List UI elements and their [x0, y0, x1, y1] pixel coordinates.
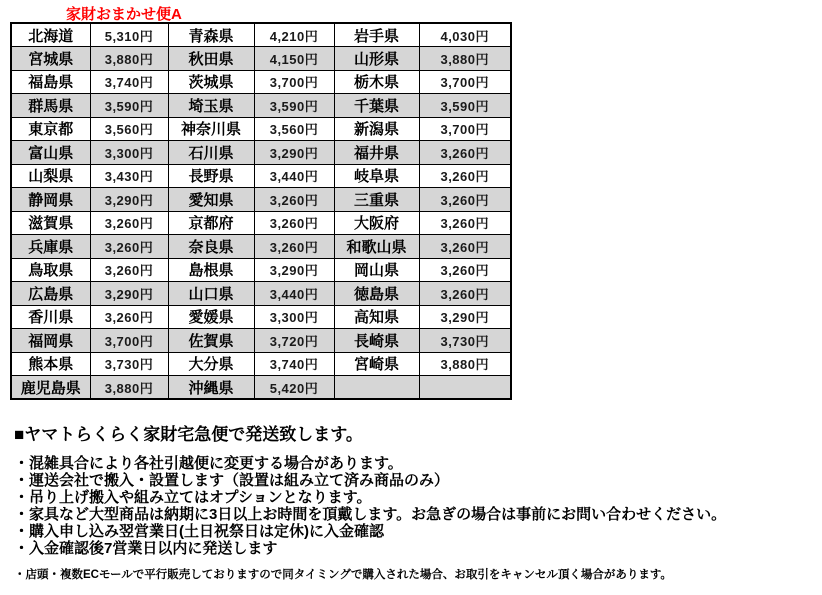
prefecture-cell: 福井県 — [334, 141, 419, 165]
price-cell: 3,260円 — [254, 188, 334, 212]
price-cell: 3,300円 — [90, 141, 168, 165]
price-cell: 3,260円 — [90, 235, 168, 259]
price-cell: 3,440円 — [254, 282, 334, 306]
prefecture-cell: 栃木県 — [334, 70, 419, 94]
price-cell: 3,700円 — [90, 329, 168, 353]
prefecture-cell: 山形県 — [334, 47, 419, 71]
prefecture-cell: 徳島県 — [334, 282, 419, 306]
price-cell: 3,740円 — [254, 352, 334, 376]
table-row — [11, 282, 511, 306]
prefecture-cell: 富山県 — [11, 141, 90, 165]
price-cell: 3,560円 — [254, 117, 334, 141]
price-cell: 3,260円 — [90, 305, 168, 329]
price-cell: 3,260円 — [90, 211, 168, 235]
table-row — [11, 235, 511, 259]
table-row — [11, 376, 511, 400]
table-row — [11, 70, 511, 94]
table-row — [11, 258, 511, 282]
price-cell: 3,730円 — [419, 329, 511, 353]
note-bullet: ・入金確認後7営業日以内に発送します — [14, 540, 278, 557]
prefecture-cell: 高知県 — [334, 305, 419, 329]
note-bullet: ・運送会社で搬入・設置します（設置は組み立て済み商品のみ） — [14, 472, 450, 489]
price-cell: 3,590円 — [254, 94, 334, 118]
table-row — [11, 117, 511, 141]
prefecture-cell: 新潟県 — [334, 117, 419, 141]
prefecture-cell: 鹿児島県 — [11, 376, 90, 400]
prefecture-cell: 静岡県 — [11, 188, 90, 212]
price-cell: 3,560円 — [90, 117, 168, 141]
price-cell: 3,430円 — [90, 164, 168, 188]
price-cell: 5,420円 — [254, 376, 334, 400]
price-cell: 3,720円 — [254, 329, 334, 353]
prefecture-cell: 熊本県 — [11, 352, 90, 376]
prefecture-cell: 秋田県 — [168, 47, 254, 71]
note-bullet: ・購入申し込み翌営業日(土日祝祭日は定休)に入金確認 — [14, 523, 384, 540]
prefecture-cell: 埼玉県 — [168, 94, 254, 118]
prefecture-cell: 鳥取県 — [11, 258, 90, 282]
shipping-rate-table-body — [11, 23, 511, 399]
price-cell: 3,260円 — [419, 211, 511, 235]
prefecture-cell: 島根県 — [168, 258, 254, 282]
notes-section — [14, 420, 814, 582]
prefecture-cell: 岩手県 — [334, 23, 419, 47]
notes-footnote: ・店頭・複数ECモールで平行販売しておりますので同タイミングで購入された場合、お取引をキャンセル頂く場合があります。 — [14, 569, 672, 581]
prefecture-cell: 福島県 — [11, 70, 90, 94]
prefecture-cell: 広島県 — [11, 282, 90, 306]
price-cell: 3,260円 — [419, 235, 511, 259]
prefecture-cell: 愛知県 — [168, 188, 254, 212]
prefecture-cell: 青森県 — [168, 23, 254, 47]
prefecture-cell: 滋賀県 — [11, 211, 90, 235]
price-cell: 3,880円 — [90, 376, 168, 400]
note-bullet: ・混雑具合により各社引越便に変更する場合があります。 — [14, 455, 403, 472]
note-bullet: ・吊り上げ搬入や組み立てはオプションとなります。 — [14, 489, 372, 506]
notes-bullets — [14, 455, 814, 557]
prefecture-cell: 大分県 — [168, 352, 254, 376]
price-cell: 3,440円 — [254, 164, 334, 188]
price-cell: 3,260円 — [254, 235, 334, 259]
price-cell: 3,290円 — [90, 188, 168, 212]
prefecture-cell: 茨城県 — [168, 70, 254, 94]
table-row — [11, 329, 511, 353]
price-cell: 3,300円 — [254, 305, 334, 329]
prefecture-cell: 群馬県 — [11, 94, 90, 118]
price-cell: 3,260円 — [90, 258, 168, 282]
table-row — [11, 47, 511, 71]
prefecture-cell: 大阪府 — [334, 211, 419, 235]
prefecture-cell: 山梨県 — [11, 164, 90, 188]
prefecture-cell: 沖縄県 — [168, 376, 254, 400]
prefecture-cell: 和歌山県 — [334, 235, 419, 259]
price-cell: 3,730円 — [90, 352, 168, 376]
prefecture-cell: 千葉県 — [334, 94, 419, 118]
prefecture-cell: 岡山県 — [334, 258, 419, 282]
price-cell: 3,260円 — [419, 258, 511, 282]
prefecture-cell: 北海道 — [11, 23, 90, 47]
price-cell: 4,150円 — [254, 47, 334, 71]
notes-heading: ■ヤマトらくらく家財宅急便で発送致します。 — [14, 425, 363, 444]
price-cell: 3,700円 — [419, 117, 511, 141]
prefecture-cell: 長野県 — [168, 164, 254, 188]
price-cell: 3,590円 — [419, 94, 511, 118]
table-row — [11, 352, 511, 376]
price-cell: 3,880円 — [419, 47, 511, 71]
prefecture-cell — [334, 376, 419, 400]
shipping-rate-table — [10, 22, 512, 400]
table-title: 家財おまかせ便A — [66, 6, 182, 23]
prefecture-cell: 奈良県 — [168, 235, 254, 259]
price-cell: 3,260円 — [419, 141, 511, 165]
prefecture-cell: 兵庫県 — [11, 235, 90, 259]
table-row — [11, 211, 511, 235]
price-cell: 3,700円 — [254, 70, 334, 94]
price-cell: 3,260円 — [419, 164, 511, 188]
table-row — [11, 141, 511, 165]
prefecture-cell: 石川県 — [168, 141, 254, 165]
price-cell: 3,740円 — [90, 70, 168, 94]
price-cell: 3,700円 — [419, 70, 511, 94]
prefecture-cell: 長崎県 — [334, 329, 419, 353]
prefecture-cell: 愛媛県 — [168, 305, 254, 329]
table-row — [11, 94, 511, 118]
table-row — [11, 305, 511, 329]
price-cell: 4,030円 — [419, 23, 511, 47]
price-cell — [419, 376, 511, 400]
price-cell: 3,880円 — [90, 47, 168, 71]
price-cell: 4,210円 — [254, 23, 334, 47]
prefecture-cell: 福岡県 — [11, 329, 90, 353]
prefecture-cell: 三重県 — [334, 188, 419, 212]
table-row — [11, 164, 511, 188]
price-cell: 3,290円 — [254, 258, 334, 282]
prefecture-cell: 東京都 — [11, 117, 90, 141]
note-bullet: ・家具など大型商品は納期に3日以上お時間を頂戴します。お急ぎの場合は事前にお問い合わせください。 — [14, 506, 727, 523]
prefecture-cell: 宮崎県 — [334, 352, 419, 376]
price-cell: 3,290円 — [90, 282, 168, 306]
price-cell: 3,260円 — [254, 211, 334, 235]
price-cell: 3,290円 — [419, 305, 511, 329]
table-row — [11, 188, 511, 212]
table-row — [11, 23, 511, 47]
prefecture-cell: 佐賀県 — [168, 329, 254, 353]
prefecture-cell: 宮城県 — [11, 47, 90, 71]
price-cell: 5,310円 — [90, 23, 168, 47]
prefecture-cell: 京都府 — [168, 211, 254, 235]
price-cell: 3,290円 — [254, 141, 334, 165]
prefecture-cell: 岐阜県 — [334, 164, 419, 188]
price-cell: 3,880円 — [419, 352, 511, 376]
price-cell: 3,260円 — [419, 282, 511, 306]
prefecture-cell: 香川県 — [11, 305, 90, 329]
prefecture-cell: 神奈川県 — [168, 117, 254, 141]
price-cell: 3,260円 — [419, 188, 511, 212]
prefecture-cell: 山口県 — [168, 282, 254, 306]
price-cell: 3,590円 — [90, 94, 168, 118]
